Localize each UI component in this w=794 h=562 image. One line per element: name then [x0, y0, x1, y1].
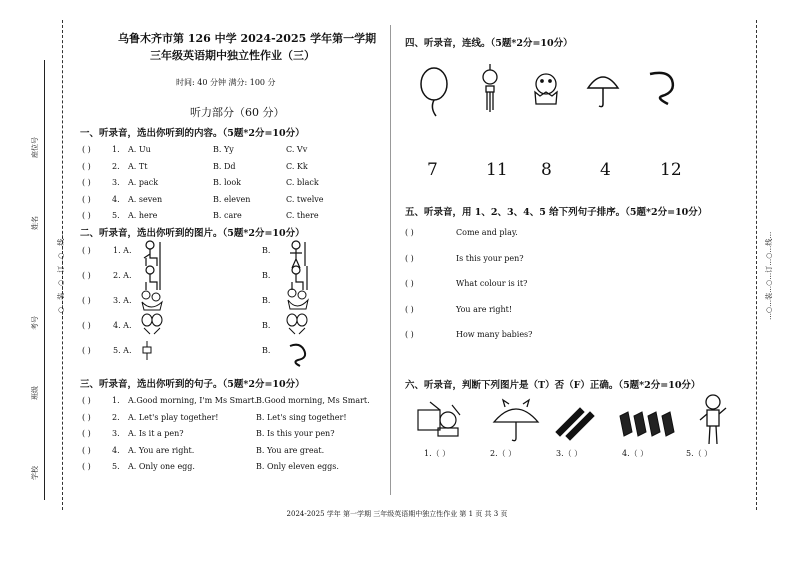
sentence: What colour is it? [456, 279, 528, 288]
option-b: B. [262, 271, 271, 280]
time-score: 时间: 40 分钟 满分: 100 分 [176, 78, 276, 87]
option-b: B. Only eleven eggs. [256, 462, 339, 471]
option-c: C. twelve [286, 194, 324, 204]
option-b: B. Let's sing together! [256, 412, 347, 422]
answer-blank: ( ) [82, 271, 91, 280]
answer-blank: ( ) [82, 412, 91, 422]
sentence: Is this your pen? [456, 253, 524, 263]
option-b: B. You are great. [256, 445, 325, 455]
question-number: 5. [112, 211, 120, 221]
option-b: B. eleven [213, 194, 251, 204]
answer-blank: ( ) [82, 462, 91, 471]
option-a: A. here [128, 211, 158, 221]
option-a: A. You are right. [128, 445, 195, 455]
answer-blank: ( ) [82, 145, 91, 154]
answer-blank: ( ) [82, 194, 91, 204]
option-c: C. there [286, 211, 319, 221]
question-number: 5. A. [113, 346, 132, 355]
match-number: 11 [486, 160, 508, 180]
option-c: C. Vv [286, 145, 308, 154]
page-footer: 2024-2025 学年 第一学期 三年级英语期中独立性作业 第 1 页 共 3 页 [286, 510, 508, 518]
question-number: 4. [112, 445, 120, 455]
question-number: 3. [112, 178, 120, 188]
question-number: 1. A. [113, 246, 132, 255]
pens-icon [556, 408, 594, 440]
sentence: You are right! [456, 304, 513, 314]
section2-title: 二、听录音，选出你听到的图片。（5题*2分=10分） [80, 228, 305, 239]
option-b: B.Good morning, Ms Smart. [256, 396, 370, 405]
option-a: A.Good morning, I'm Ms Smart. [128, 396, 258, 405]
question-number: 1. [112, 396, 120, 405]
match-number: 12 [660, 160, 682, 180]
toys-pile-icon [418, 402, 460, 436]
answer-blank: ( ) [405, 279, 414, 288]
match-number: 4 [600, 160, 611, 180]
sentence: Come and play. [456, 228, 518, 237]
option-a: A. Only one egg. [128, 462, 195, 471]
option-b: B. [262, 321, 271, 330]
option-a: A. Is it a pen? [128, 429, 184, 438]
question-number: 3. [112, 429, 120, 438]
sentence: How many babies? [456, 330, 533, 339]
answer-blank: ( ) [405, 330, 414, 339]
option-a: A. pack [128, 178, 159, 188]
match-number: 8 [541, 160, 552, 180]
tf-blank: 5.（ ） [686, 449, 713, 458]
section6-title: 六、听录音，判断下列图片是（T）否（F）正确。（5题*2分=10分） [405, 380, 701, 391]
question-number: 3. A. [113, 296, 132, 305]
question-number: 5. [112, 462, 120, 471]
question-number: 2. [112, 161, 120, 171]
eggs-icon [620, 412, 674, 436]
section5-title: 五、听录音，用 1、2、3、4、5 给下列句子排序。（5题*2分=10分） [405, 207, 708, 218]
section1-title: 一、听录音，选出你听到的内容。（5题*2分=10分） [80, 128, 305, 139]
answer-blank: ( ) [82, 161, 91, 171]
answer-blank: ( ) [82, 346, 91, 355]
answer-blank: ( ) [82, 396, 91, 405]
match-number: 7 [427, 160, 438, 180]
option-a: A. Tt [128, 161, 148, 171]
gutter-school-label: 学校 [31, 466, 39, 480]
boy-icon [700, 395, 726, 444]
answer-blank: ( ) [82, 211, 91, 221]
tf-blank: 4.（ ） [622, 449, 649, 458]
option-b: B. [262, 246, 271, 255]
answer-blank: ( ) [82, 178, 91, 188]
tf-blank: 2.（ ） [490, 449, 517, 458]
school-line: 乌鲁木齐市第 126 中学 2024-2025 学年第一学期 [118, 32, 377, 45]
section4-title: 四、听录音，连线。（5题*2分=10分） [405, 38, 573, 49]
question-number: 2. [112, 412, 120, 422]
option-c: C. black [286, 178, 319, 188]
tf-blank: 3.（ ） [556, 449, 583, 458]
page-title: 三年级英语期中独立性作业（三） [150, 49, 315, 62]
answer-blank: ( ) [82, 429, 91, 438]
option-b: B. Is this your pen? [256, 429, 335, 438]
answer-blank: ( ) [82, 246, 91, 255]
option-b: B. [262, 346, 271, 355]
option-b: B. look [213, 178, 242, 188]
option-a: A. Uu [128, 145, 151, 154]
question-number: 2. A. [113, 271, 132, 280]
option-a: A. seven [128, 194, 163, 204]
answer-blank: ( ) [82, 445, 91, 455]
tf-blank: 1.（ ） [424, 449, 451, 458]
question-number: 1. [112, 145, 120, 154]
answer-blank: ( ) [405, 228, 414, 237]
gutter-name-label: 姓名 [31, 216, 39, 230]
margin-note-right: …○…装…○…订…○…线… [765, 231, 773, 320]
cat-umbrella-icon [494, 400, 538, 441]
option-c: C. Kk [286, 161, 308, 171]
answer-blank: ( ) [82, 296, 91, 305]
section3-title: 三、听录音，选出你听到的句子。（5题*2分=10分） [80, 379, 305, 390]
question-number: 4. [112, 194, 120, 204]
listening-heading: 听力部分（60 分） [190, 106, 285, 119]
option-b: B. care [213, 211, 242, 221]
gutter-examno-label: 考号 [31, 316, 39, 330]
margin-note-left: …○…装…○…订…○…线… [57, 231, 65, 320]
gutter-seat-label: 座位号 [31, 137, 39, 158]
question-number: 4. A. [113, 321, 132, 330]
option-a: A. Let's play together! [128, 412, 219, 422]
option-b: B. [262, 296, 271, 305]
answer-blank: ( ) [405, 253, 414, 263]
answer-blank: ( ) [405, 304, 414, 314]
answer-blank: ( ) [82, 321, 91, 330]
gutter-class-label: 班级 [31, 386, 39, 400]
option-b: B. Dd [213, 161, 236, 171]
option-b: B. Yy [213, 145, 234, 154]
